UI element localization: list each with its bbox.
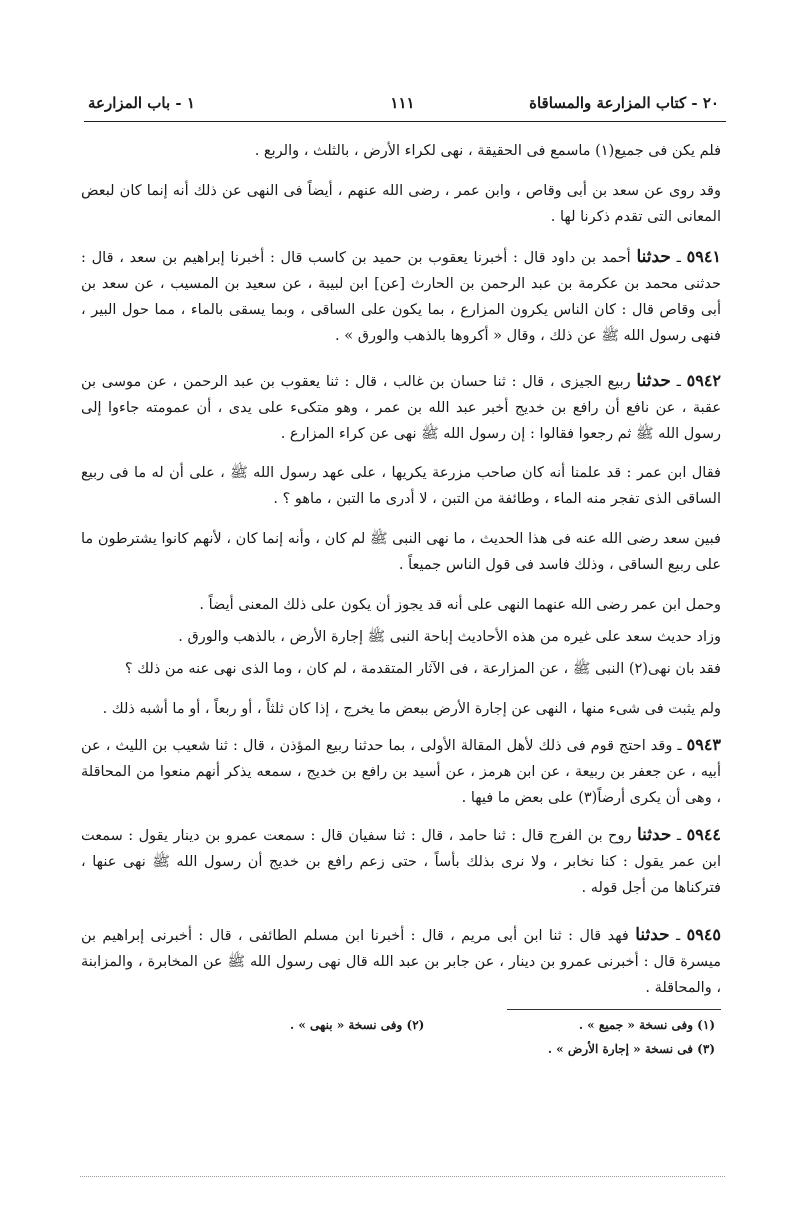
- paragraph-2: وقد روى عن سعد بن أبى وقاص ، وابن عمر ، رضى الله عنهم ، أيضاً فى النهى عن ذلك أنه إنما كان لبعض المعانى التى تقدم ذكرنا لها .: [81, 183, 721, 225]
- hadith-number: ٥٩٤٣: [686, 735, 721, 754]
- footnote-3: (٣) فى نسخة « إجارة الأرض » .: [547, 1042, 715, 1056]
- hadith-keyword: حدثنا: [636, 247, 671, 267]
- paragraph-1: فلم يكن فى جميع(١) ماسمع فى الحقيقة ، نهى لكراء الأرض ، بالثلث ، والربع .: [254, 143, 721, 159]
- hadith-keyword: حدثنا: [635, 925, 670, 945]
- header-rule: [84, 121, 726, 122]
- footnote-2: (٢) وفى نسخة « بنهى » .: [290, 1018, 425, 1032]
- hadith-5942: ٥٩٤٢ ـ حدثنا ربيع الجيزى ، قال : ثنا حسان بن غالب ، قال : ثنا يعقوب بن عبد الرحمن ، عن موسى بن عقبة ، عن نافع أن رافع بن خديج أخبر عبد الله بن عمر ، وهو متكىء على يدى ، أن عمومته جاءوا إلى رسول الله ﷺ ثم رجعوا فقالوا : إن رسول الله ﷺ نهى عن كراء المزارع .: [81, 371, 722, 442]
- chapter-heading: ٢٠ - كتاب المزارعة والمساقاة: [529, 94, 719, 112]
- paragraph-ban: فقد بان نهى(٢) النبى ﷺ ، عن المزارعة ، فى الآثار المتقدمة ، لم كان ، وما الذى نهى عنه من ذلك ؟: [124, 661, 721, 677]
- paragraph-lam-yathbut: ولم يثبت فى شىء منها ، النهى عن إجارة الأرض ببعض ما يخرج ، إذا كان ثلثاً ، أو ربعاً ، أو ما أشبه ذلك .: [102, 701, 721, 717]
- hadith-5945: ٥٩٤٥ ـ حدثنا فهد قال : ثنا ابن أبى مريم ، قال : أخبرنا ابن مسلم الطائفى ، قال : أخبرنى إبراهيم بن ميسرة قال : أخبرنى عمرو بن دينار ، عن جابر بن عبد الله قال نهى رسول الله ﷺ عن المخابرة ، والمزابنة ، والمحاقلة .: [81, 925, 722, 996]
- hadith-5941: ٥٩٤١ ـ حدثنا أحمد بن داود قال : أخبرنا يعقوب بن حميد بن كاسب قال : أخبرنا إبراهيم بن سعد ، قال : حدثنى محمد بن عكرمة بن عبد الرحمن بن الحارث [عن] ابن لبيبة ، عن سعيد بن المسيب ، عن سعد بن أبى وقاص قال : كان الناس يكرون المزارع ، بما يكون على الساقى ، وبما يسقى بالماء ، مما حول البير ، فنهى رسول الله ﷺ عن ذلك ، وقال « أكروها بالذهب والورق » .: [81, 247, 722, 344]
- page-edge-dots: [80, 1176, 725, 1177]
- hadith-keyword: حدثنا: [636, 825, 672, 845]
- paragraph-saad: فبين سعد رضى الله عنه فى هذا الحديث ، ما نهى النبى ﷺ لم كان ، وأنه إنما كان ، لأنهم كانوا يشترطون ما على ربيع الساقى ، وذلك فاسد فى قول الناس جميعاً .: [81, 531, 721, 573]
- hadith-5944: ٥٩٤٤ ـ حدثنا روح بن الفرج قال : ثنا حامد ، قال : ثنا سفيان قال : سمعت عمرو بن دينار يقول : سمعت ابن عمر يقول : كنا نخابر ، ولا نرى بذلك بأساً ، حتى زعم رافع بن خديج أن رسول الله ﷺ نهى عنها ، فتركناها من أجل قوله .: [81, 825, 721, 896]
- hadith-5943: ٥٩٤٣ ـ وقد احتج قوم فى ذلك لأهل المقالة الأولى ، بما حدثنا ربيع المؤذن ، قال : ثنا شعيب بن الليث ، عن أبيه ، عن جعفر بن ربيعة ، عن ابن هرمز ، عن أسيد بن رافع بن خديج ، سمعه يذكر أنهم منعوا من المحاقلة ، وهى أن يكرى أرضاً(٣) على بعض ما فيها .: [81, 735, 721, 806]
- hadith-number: ٥٩٤٥: [686, 925, 722, 944]
- page-number: ١١١: [390, 94, 415, 112]
- section-heading: ١ - باب المزارعة: [88, 94, 195, 112]
- footnote-1: (١) وفى نسخة « جميع » .: [578, 1018, 715, 1032]
- paragraph-zada: وزاد حديث سعد على غيره من هذه الأحاديث إباحة النبى ﷺ إجارة الأرض ، بالذهب والورق .: [178, 629, 721, 645]
- hadith-number: ٥٩٤٤: [686, 825, 721, 844]
- paragraph-ibn-umar: فقال ابن عمر : قد علمنا أنه كان صاحب مزرعة يكريها ، على عهد رسول الله ﷺ ، على أن له ما فى ربيع الساقى الذى تفجر منه الماء ، وطائفة من التبن ، لا أدرى ما التبن ، ماهو ؟ .: [81, 465, 721, 507]
- hadith-number: ٥٩٤٢: [686, 371, 722, 390]
- hadith-number: ٥٩٤١: [686, 247, 722, 266]
- footnote-rule: [507, 1009, 721, 1010]
- paragraph-haml: وحمل ابن عمر رضى الله عنهما النهى على أنه قد يجوز أن يكون على ذلك المعنى أيضاً .: [199, 597, 721, 613]
- hadith-keyword: حدثنا: [636, 371, 671, 391]
